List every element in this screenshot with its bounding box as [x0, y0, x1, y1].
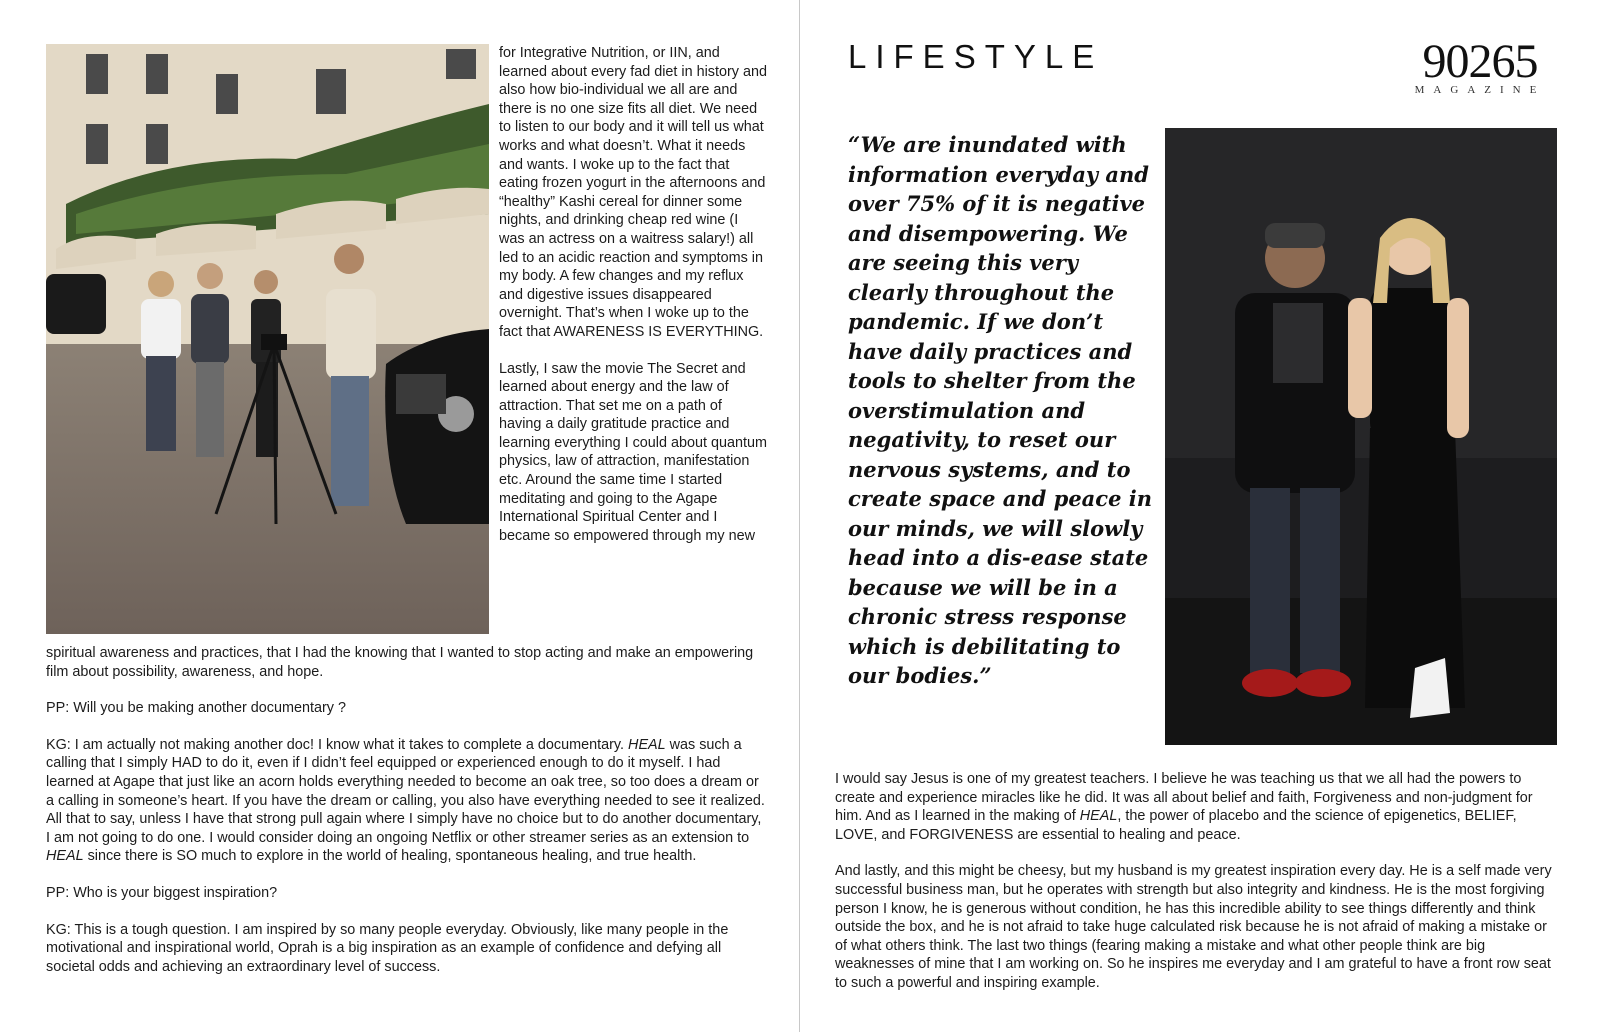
film-title-heal: HEAL — [46, 848, 84, 865]
film-title-heal: HEAL — [628, 736, 666, 753]
paragraph-nutrition: for Integrative Nutrition, or IIN, and learned about every fad diet in history and also how bio-individual we all are and there is no one size fits all diet. We need to listen to our body and it will tell us what works and what doesn’t. What it needs and wants. I woke up to the fact that eating frozen yogurt in the afternoons and “healthy” Kashi cereal for dinner some nights, and drinking cheap red wine (I was an actress on a waitress salary!) all led to an acidic reaction and symptoms in my body. A few changes and my reflux and digestive issues disappeared overnight. That’s when I woke up to the fact that AWARENESS IS EVERYTHING. — [499, 45, 767, 340]
paragraph-jesus: I would say Jesus is one of my greatest teachers. I believe he was teaching us that we all had the powers to create and experience miracles like he did. It was all about belief and faith, Forgiveness and non-judgment for him. And as I learned in the making of HEAL, the power of placebo and the science of epigenetics, BELIEF, LOVE, and FORGIVENESS are essential to healing and peace. — [835, 771, 1533, 843]
film-crew-photo-illustration — [46, 44, 489, 634]
interview-answer-inspiration: KG: This is a tough question. I am inspired by so many people everyday. Obviously, like many people in the motivational and inspirational world, Oprah is a big inspiration as an example of confidence and defying all societal odds and achieving an extraordinary level of success. — [46, 921, 729, 975]
logo-subtitle: MAGAZINE — [1414, 84, 1546, 96]
page-gutter-divider — [799, 0, 800, 1032]
paragraph-husband: And lastly, and this might be cheesy, but my husband is my greatest inspiration every day. He is a self made very successful business man, but he operates with strength but also integrity and kindness. He is the most forgiving person I know, he is generous without condition, he has this incredible ability to see things differently and think outside the box, and he is not afraid to take huge calculated risk because he is not afraid of making a mistake or of what others think. The last two things (fearing making a mistake and what other people think are big weaknesses of mine that I am working on. So he inspires me everyday and I am grateful to have a front row seat to such a powerful and inspiring example. — [835, 863, 1552, 991]
logo-number: 90265 — [1422, 35, 1538, 88]
magazine-logo — [1400, 35, 1560, 100]
event-portrait-photo — [1165, 128, 1557, 745]
interview-question-documentary: PP: Will you be making another documentary ? — [46, 700, 346, 717]
paragraph-continuation: spiritual awareness and practices, that I had the knowing that I wanted to stop acting and make an empowering film about possibility, awareness, and hope. — [46, 645, 754, 680]
interview-question-inspiration: PP: Who is your biggest inspiration? — [46, 884, 278, 901]
paragraph-the-secret: Lastly, I saw the movie The Secret and learned about energy and the law of attraction. That set me on a path of having a daily gratitude practice and learning everything I could about quantum physics, law of attraction, manifestation etc. Around the same time I started meditating and going to the Agape International Spiritual Center and I became so empowered through my new — [499, 360, 768, 544]
film-crew-street-photo — [46, 44, 489, 634]
portrait-photo-illustration — [1165, 128, 1557, 745]
section-title: LIFESTYLE — [848, 38, 1104, 75]
article-full-width-text — [46, 644, 767, 976]
pull-quote: “We are inundated with information everyday and over 75% of it is negative and disempowering. We are seeing this very clearly throughout the pandemic. If we don’t have daily practices and tools to shelter from the overstimulation and negativity, to reset our nervous systems, and to create space and peace in our minds, we will slowly head into a dis-ease state because we will be in a chronic stress response which is debilitating to our bodies.” — [848, 132, 1152, 688]
interview-answer-documentary: KG: I am actually not making another doc! I know what it takes to complete a documentary. HEAL was such a calling that I simply HAD to do it, even if I didn’t feel equipped or experienced enough to do it myself. I had learned at Agape that just like an acorn holds everything needed to become an oak tree, so too does a dream or a calling in someone’s heart. If you have the dream or calling, you also have everything needed to see it realized. All that to say, unless I have that strong pull again where I simply have no choice but to do another documentary, I am not going to do one. I would consider doing an ongoing Netflix or other streamer series as an extension to HEAL since there is SO much to explore in the world of healing, spontaneous healing, and true health. — [46, 736, 765, 865]
article-right-text — [835, 770, 1560, 993]
article-column-text — [499, 44, 767, 545]
film-title-heal: HEAL — [1079, 808, 1118, 825]
